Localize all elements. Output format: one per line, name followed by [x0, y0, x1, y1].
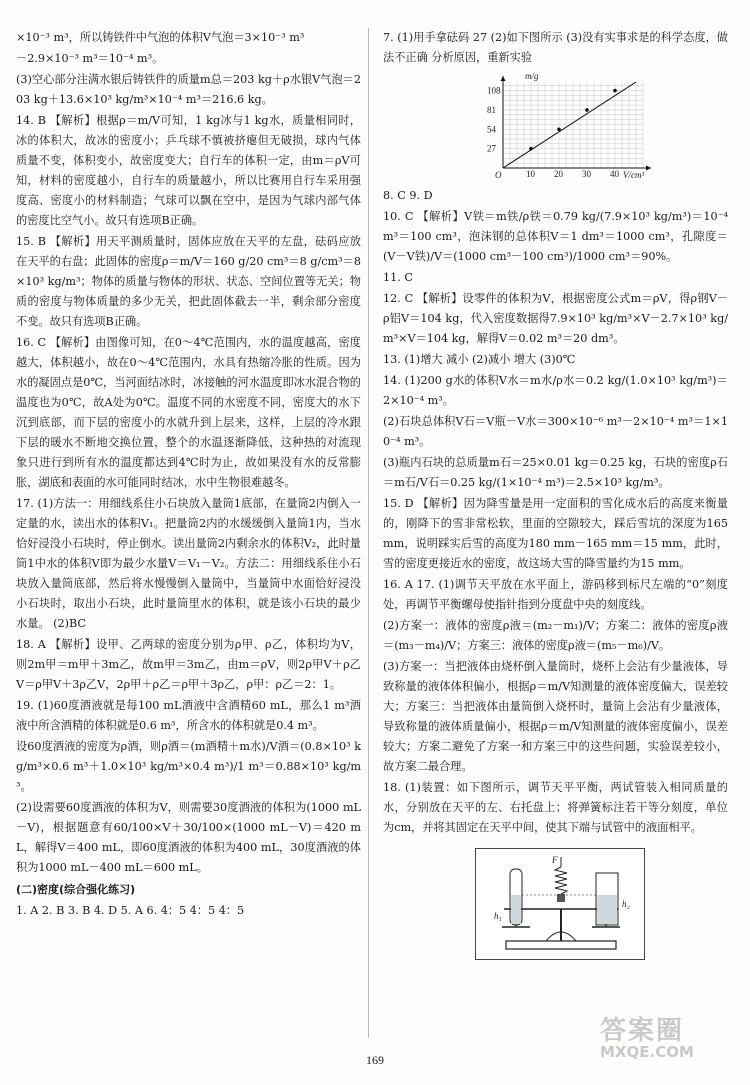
balance-apparatus-svg [476, 849, 644, 959]
watermark-logo [600, 1010, 740, 1070]
answer-16-17: 16. A 17. (1)调节天平放在水平面上，游码移到标尺左端的“0”刻度处，再调节平衡螺母使指针指到分度盘中央的刻度线。 [383, 578, 728, 611]
answer-17-part2: (2)方案一：液体的密度ρ液＝(m₂－m₁)/V；方案二：液体的密度ρ液＝(m₃－m₄)/V；方案三：液体的密度ρ液＝(m₅－m₆)/V。 [383, 619, 728, 652]
chart-y-arrow [501, 76, 506, 81]
answer-10: 10. C 【解析】V铁＝m铁/ρ铁＝0.79 kg/(7.9×10³ kg/m³)＝10⁻⁴ m³＝100 cm³，泡沫钢的总体积V＝1 dm³＝1000 cm³，孔隙度＝(V－V铁)/V＝(1000 cm³－100 cm³)/1000 cm³＝90%。 [383, 210, 728, 263]
figure-label-F: F [552, 855, 558, 865]
column-divider [368, 28, 369, 1038]
chart-y-tick-label: 81 [487, 104, 496, 115]
answer-17-part3: (3)方案一：当把液体由烧杯倒入量筒时，烧杯上会沾有少量液体，导致称量的液体体积偏小，根据ρ＝m/V知测量的液体密度偏大，误差较大；方案三：当把液体由量筒倒入烧杯时，量筒上会沾有少量液体，导致称量的液体质量偏小，根据ρ＝m/V知测量的液体密度偏小，误差较大；方案二避免了方案一和方案三中的这些问题，实验误差较小，故方案二最合理。 [383, 660, 728, 773]
answer-19-part2: (2)设需要60度酒液的体积为V，则需要30度酒液的体积为(1000 mL－V)，根据题意有60/100×V＋30/100×(1000 mL－V)＝420 mL，解得V＝400 mL，即60度酒液的体积为400 mL，30度酒液的体积为1000 mL－400 mL＝600 mL。 [16, 801, 361, 874]
chart-grid [503, 82, 643, 168]
chart-origin-label: O [495, 170, 502, 180]
chart-y-axis-label: m/g [525, 71, 539, 81]
left-para-2: －2.9×10⁻³ m³＝10⁻⁴ m³。 [16, 52, 164, 65]
left-column [16, 28, 361, 922]
chart-x-tick-label: 30 [582, 169, 591, 179]
answer-14: 14. B 【解析】根据ρ＝m/V可知，1 kg冰与1 kg水，质量相同时，冰的体积大，故冰的密度小；乒乓球不慎被挤瘪但无破损，球内气体质量不变，体积变小，故密度变大；自行车的体积一定，由m＝ρV可知，材料的密度越小，自行车的质量越小，所以比赛用自行车采用强度高、密度小的材料制造；气球可以飘在空中，是因为气球内部气体的密度比空气小。故只有选项B正确。 [16, 114, 361, 227]
chart-data-point [557, 128, 561, 132]
answer-15-right: 15. D 【解析】因为降雪量是用一定面积的雪化成水后的高度来衡量的，刚降下的雪非常松软，里面的空隙较大，踩后雪坑的深度为165 mm，说明踩实后雪的高度为180 mm－165 mm＝15 mm，此时，雪的密度更接近水的密度，故这场大雪的降雪量约为15 mm。 [383, 497, 728, 570]
answer-15: 15. B 【解析】用天平测质量时，固体应放在天平的左盘，砝码应放在天平的右盘；此固体的密度ρ＝m/V＝160 g/20 cm³＝8 g/cm³＝8×10³ kg/m³；物体的质量与物体的形状、状态、空间位置等无关；物质的密度与物体质量的多少无关，把此固体截去一半，剩余部分密度不变。故只有选项B正确。 [16, 235, 361, 328]
watermark-line1: 答案圈 [600, 1016, 685, 1046]
chart-x-tick-label: 20 [554, 169, 563, 179]
answer-7: 7. (1)用手拿砝码 27 (2)如下图所示 (3)没有实事求是的科学态度，做法不正确 分析原因，重新实验 [383, 31, 728, 64]
answer-18: 18. A 【解析】设甲、乙两球的密度分别为ρ甲、ρ乙，体积均为V，则2m甲＝m甲＋3m乙，故m甲＝3m乙，由m＝ρV，则2ρ甲V＋ρ乙V＝ρ甲V＋3ρ乙V，2ρ甲＋ρ乙＝ρ甲＋3ρ乙，ρ甲：ρ乙＝2：1。 [16, 638, 361, 691]
chart-x-axis-label: V/cm³ [623, 170, 645, 180]
chart-data-point [585, 108, 589, 112]
watermark-line2: MXQE.COM [600, 1043, 694, 1061]
section-title: (二)密度(综合强化练习) [16, 883, 136, 896]
left-para-3: (3)空心部分注满水银后铸铁件的质量m总＝203 kg＋ρ水银V气泡＝203 kg＋13.6×10³ kg/m³×10⁻⁴ m³＝216.6 kg。 [16, 73, 361, 106]
answer-14-part3: (3)瓶内石块的总质量m石＝25×0.01 kg＝0.25 kg，石块的密度ρ石＝m石/V石＝0.25 kg/(1×10⁻⁴ m³)＝2.5×10³ kg/m³。 [383, 456, 728, 489]
answer-19-part1: 19. (1)60度酒液就是每100 mL酒液中含酒精60 mL，那么1 m³酒液中所含酒精的体积就是0.6 m³，所含水的体积就是0.4 m³。 [16, 699, 361, 732]
chart-x-tick-label: 40 [610, 169, 619, 179]
answer-16: 16. C 【解析】由图像可知，在0～4℃范围内，水的温度越高，密度越大，体积越小，故在0～4℃范围内，水具有热缩冷胀的性质。因为水的凝固点是0℃，当河面结冰时，冰接触的河水温度即冰水混合物的温度也为0℃，故A处为0℃。温度不同的水密度不同，密度大的水下沉到底部，而下层的密度小的水就升到上层来，这样，上层的冷水跟下层的暖水不断地交换位置，整个的水温逐渐降低，这种热的对流现象只进行到所有水的温度都达到4℃时为止，故如果没有水的反常膨胀，湖底和表面的水可能同时结冰，水中生物很难越冬。 [16, 336, 361, 489]
answer-14-part1: 14. (1)200 g水的体积V水＝m水/ρ水＝0.2 kg/(1.0×10³ kg/m³)＝2×10⁻⁴ m³。 [383, 374, 728, 407]
chart-x-tick-label: 10 [526, 169, 535, 179]
figure-label-h1: h₁ [494, 911, 502, 921]
chart-y-tick-label: 108 [487, 85, 501, 96]
right-column [383, 28, 728, 960]
answer-12: 12. C 【解析】设零件的体积为V，根据密度公式m＝ρV，得ρ钢V－ρ铝V＝104 kg，代入密度数据得7.9×10³ kg/m³×V－2.7×10³ kg/m³×V＝104 kg，解得V＝0.02 m³＝20 dm³。 [383, 292, 728, 345]
chart-axes [501, 76, 652, 171]
balance-apparatus-figure [475, 848, 645, 960]
chart-data-point [529, 147, 533, 151]
chart-y-tick-label: 54 [487, 124, 496, 135]
answer-11: 11. C [383, 271, 413, 284]
figure-label-h2: h₂ [622, 899, 630, 909]
chart-fit-line [503, 82, 636, 168]
answer-19-density: 设60度酒液的密度为ρ酒，则ρ酒＝(m酒精＋m水)/V酒＝(0.8×10³ kg/m³×0.6 m³＋1.0×10³ kg/m³×0.4 m³)/1 m³＝0.88×10³ kg/m³。 [16, 740, 361, 793]
chart-data-point [613, 89, 617, 93]
chart-x-arrow [646, 166, 651, 171]
left-para-1: ×10⁻³ m³，所以铸铁件中气泡的体积V气泡＝3×10⁻³ m³ [16, 31, 305, 44]
chart-y-tick-label: 27 [487, 143, 496, 154]
mass-volume-chart-svg [463, 70, 663, 182]
answer-17: 17. (1)方法一：用细线系住小石块放入量筒1底部，在量筒2内倒入一定量的水，读出水的体积V₁。把量筒2内的水缓缓倒入量筒1内，当水恰好浸没小石块时，停止倒水。读出量筒2内剩余水的体积V₂，此时量筒1中水的体积V即为最少水量V＝V₁－V₂。方法二：用细线系住小石块放入量筒底部，然后将水慢慢倒入量筒中，当量筒中水面恰好浸没小石块时，取出小石块，此时量筒里水的体积，就是该小石块的最少水量。 (2)BC [16, 497, 361, 630]
answer-14-part2: (2)石块总体积V石＝V瓶－V水＝300×10⁻⁶ m³－2×10⁻⁴ m³＝1×10⁻⁴ m³。 [383, 415, 728, 448]
section-answers: 1. A 2. B 3. B 4. D 5. A 6. 4：5 4：5 4：5 [16, 904, 245, 917]
answer-18-right: 18. (1)装置：如下图所示，调节天平平衡，两试管装入相同质量的水，分别放在天平的左、右托盘上；将弹簧标注若干等分刻度，单位为cm，并将其固定在天平中间，使其下端与试管中的液面相平。 [383, 781, 728, 834]
answer-13: 13. (1)增大 减小 (2)减小 增大 (3)0℃ [383, 353, 576, 366]
answer-8-9: 8. C 9. D [383, 189, 433, 202]
page-number: 169 [366, 1053, 384, 1067]
mass-volume-chart [463, 70, 663, 182]
